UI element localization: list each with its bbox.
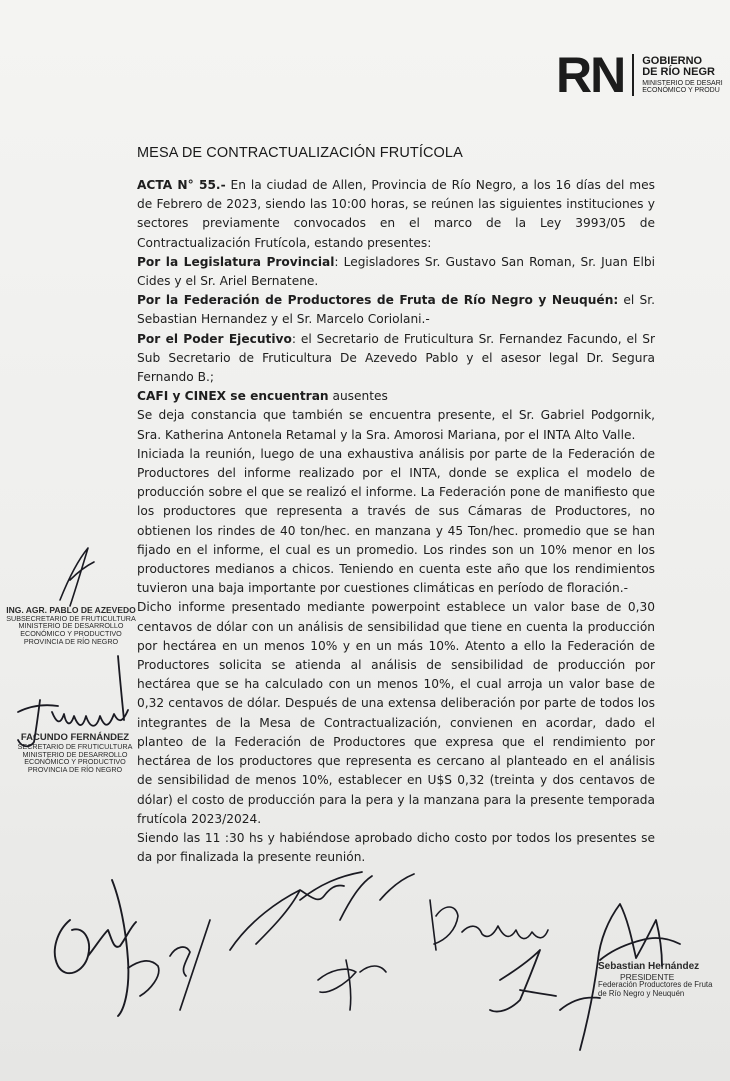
stamp-name: FACUNDO FERNÁNDEZ: [20, 732, 130, 743]
ejecutivo-label: Por el Poder Ejecutivo: [137, 331, 292, 346]
legislatura-label: Por la Legislatura Provincial: [137, 254, 335, 269]
stamp-line: MINISTERIO DE DESARROLLO: [18, 621, 124, 631]
signature-2: [128, 920, 210, 1010]
federacion-label: Por la Federación de Productores de Fruta de Río Negro y Neuquén:: [137, 293, 619, 308]
cafi-label: CAFI y CINEX se encuentran: [137, 389, 329, 404]
signature-5: [490, 950, 556, 1012]
stamp-line: ECONÓMICO Y PRODUCTIVO: [24, 757, 126, 767]
stamp-line: de Río Negro y Neuquén: [598, 988, 685, 998]
paragraph-cierre: Siendo las 11 :30 hs y habiéndose aprobado dicho costo por todos los presentes se da por finalizada la presente reunión.: [137, 830, 655, 865]
signature-4: [318, 960, 386, 1010]
federacion-text: el Sr. Sebastian Hernandez y el Sr. Marcelo Coriolani.-: [137, 293, 655, 327]
stamp-line: MINISTERIO DE DESARROLLO: [22, 749, 128, 759]
ejecutivo-text: : el Secretario de Fruticultura Sr. Fernandez Facundo, el Sr Sub Secretario de Fruticultura De Azevedo Pablo y el asesor legal Dr. Segura Fernando B.;: [137, 331, 655, 385]
paragraph-analisis: Iniciada la reunión, luego de una exhaustiva análisis por parte de la Federación de Productores del informe realizado por el INTA, donde se explica el modelo de producción sobre el que se realizó el informe. La Federación pone de manifiesto que los productores que representa a través de sus Cámaras de Productores, no obtienen los rindes de 40 ton/hec. en manzana y 45 Ton/hec. promedio que se han fijado en el informe, el cual es un promedio. Los rindes son un 10% menor en los productores medianos a chicos. Teniendo en cuenta este año que los rendimientos tuvieron una baja importante por cuestiones climáticas en período de floración.-: [137, 446, 655, 596]
signature-1: [55, 880, 136, 1016]
logo-line-2: DE RÍO NEGR: [642, 66, 715, 78]
stamp-role: PRESIDENTE: [620, 971, 675, 982]
signature-hernandez: [560, 904, 680, 1050]
stamp-name: ING. AGR. PABLO DE AZEVEDO: [6, 605, 136, 615]
legislatura-text: : Legisladores Sr. Gustavo San Roman, Sr. Juan Elbi Cides y el Sr. Ariel Bernatene.: [137, 254, 655, 289]
logo-line-4: ECONÓMICO Y PRODU: [642, 87, 720, 94]
stamp-name: Sebastian Hernández: [598, 961, 700, 972]
signature-azevedo: [60, 548, 94, 606]
logo-line-3: MINISTERIO DE DESARI: [642, 80, 723, 87]
stamp-line: ECONÓMICO Y PRODUCTIVO: [20, 629, 122, 639]
paragraph-informe: Dicho informe presentado mediante powerpoint establece un valor base de 0,30 centavos de dólar con un análisis de sensibilidad que tiene en cuenta la producción por hectárea en un menos 10% y en un más 10%. Atento a ello la Federación de Productores solicita se atienda al análisis de sensibilidad de producción por hectárea que se ha calculado con un menos 10%, el cual arroja un valor base de 0,32 centavos de dólar. Después de una extensa deliberación por parte de todos los integrantes de la Mesa de Contractualización, convienen en acordar, dado el planteo de la Federación de Productores que expresa que el rendimiento por hectárea de los productores que representa es cercano al planteado en el análisis de sensibilidad de menos 10%, establecer en U$S 0,32 (treinta y dos centavos de dólar) el costo de producción para la pera y la manzana para la presente temporada frutícola 2023/2024.: [137, 600, 655, 826]
acta-intro: En la ciudad de Allen, Provincia de Río Negro, a los 16 días del mes de Febrero de 2023, siendo las 10:00 horas, se reúnen las siguientes instituciones y sectores previamente convocados en el marco de la Ley 3993/05 de Contractualización Frutícola, estando presentes:: [137, 178, 655, 250]
acta-label: ACTA N° 55.-: [137, 178, 226, 192]
stamp-line: SUBSECRETARIO DE FRUTICULTURA: [6, 613, 136, 623]
logo-mark: RN: [556, 47, 625, 103]
cafi-text: ausentes: [328, 389, 388, 404]
stamp-line: SECRETARIO DE FRUTICULTURA: [17, 741, 133, 751]
stamp-line: Federación Productores de Fruta: [598, 980, 713, 990]
stamp-line: PROVINCIA DE RÍO NEGRO: [27, 764, 123, 774]
signature-bernatene: [430, 900, 548, 950]
paragraph-presentes: Se deja constancia que también se encuentra presente, el Sr. Gabriel Podgornik, Sra. Katherina Antonela Retamal y la Sra. Amorosi Mariana, por el INTA Alto Valle.: [137, 408, 655, 442]
stamp-line: PROVINCIA DE RÍO NEGRO: [23, 636, 119, 646]
logo-line-1: GOBIERNO: [642, 55, 703, 67]
signature-3: [230, 872, 414, 950]
signature-fernandez: [18, 656, 128, 746]
document-title: MESA DE CONTRACTUALIZACIÓN FRUTÍCOLA: [137, 145, 463, 161]
